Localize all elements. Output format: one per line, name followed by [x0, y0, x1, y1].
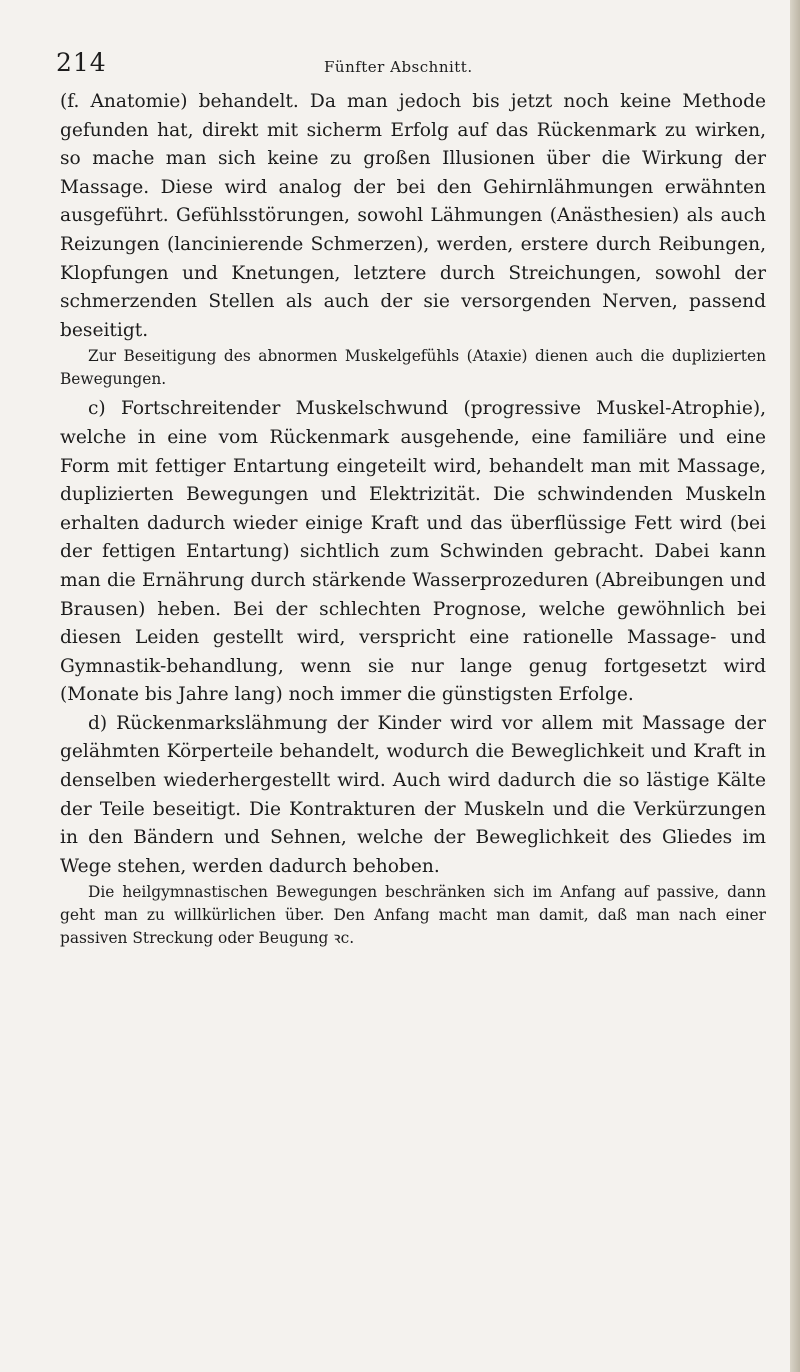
page-edge — [790, 0, 800, 1372]
note-ataxia: Zur Beseitigung des abnormen Muskelgefühls (Ataxie) dienen auch die duplizierten Bewegungen. — [60, 347, 766, 389]
page-number: 214 — [56, 48, 107, 77]
paragraph-child-paralysis: d) Rückenmarkslähmung der Kinder wird vor allem mit Massage der gelähmten Körperteile behandelt, wodurch die Beweglichkeit und Kraft in denselben wiederhergestellt wird. Auch wird dadurch die so lästige Kälte der Teile beseitigt. Die Kontrakturen der Muskeln und die Verkürzungen in den Bändern und Sehnen, welche der Beweglichkeit des Gliedes im Wege stehen, werden dadurch behoben. — [60, 712, 766, 877]
paragraph-anatomy-massage: (f. Anatomie) behandelt. Da man jedoch bis jetzt noch keine Methode gefunden hat, direkt mit sicherm Erfolg auf das Rückenmark zu wirken, so mache man sich keine zu großen Illusionen über die Wirkung der Massage. Diese wird analog der bei den Gehirnlähmungen erwähnten ausgeführt. Gefühlsstörungen, sowohl Lähmungen (Anästhesien) als auch Reizungen (lancinierende Schmerzen), werden, erstere durch Reibungen, Klopfungen und Knetungen, letztere durch Streichungen, sowohl der schmerzenden Stellen als auch der sie versorgenden Nerven, passend beseitigt. — [60, 91, 766, 341]
running-head — [56, 48, 756, 78]
body-text — [60, 88, 766, 950]
note-gymnastics: Die heilgymnastischen Bewegungen beschränken sich im Anfang auf passive, dann geht man zu willkürlichen über. Den Anfang macht man damit, daß man nach einer passiven Streckung oder Beugung ꝛc. — [60, 883, 766, 948]
paragraph-muscle-atrophy: c) Fortschreitender Muskelschwund (progressive Muskel-Atrophie), welche in eine vom Rückenmark ausgehende, eine familiäre und eine Form mit fettiger Entartung eingeteilt wird, behandelt man mit Massage, duplizierten Bewegungen und Elektrizität. Die schwindenden Muskeln erhalten dadurch wieder einige Kraft und das überflüssige Fett wird (bei der fettigen Entartung) sichtlich zum Schwinden gebracht. Dabei kann man die Ernährung durch stärkende Wasserprozeduren (Abreibungen und Brausen) heben. Bei der schlechten Prognose, welche gewöhnlich bei diesen Leiden gestellt wird, verspricht eine rationelle Massage- und Gymnastik-behandlung, wenn sie nur lange genug fortgesetzt wird (Monate bis Jahre lang) noch immer die günstigsten Erfolge. — [60, 398, 766, 706]
section-heading: Fünfter Abschnitt. — [324, 58, 473, 76]
